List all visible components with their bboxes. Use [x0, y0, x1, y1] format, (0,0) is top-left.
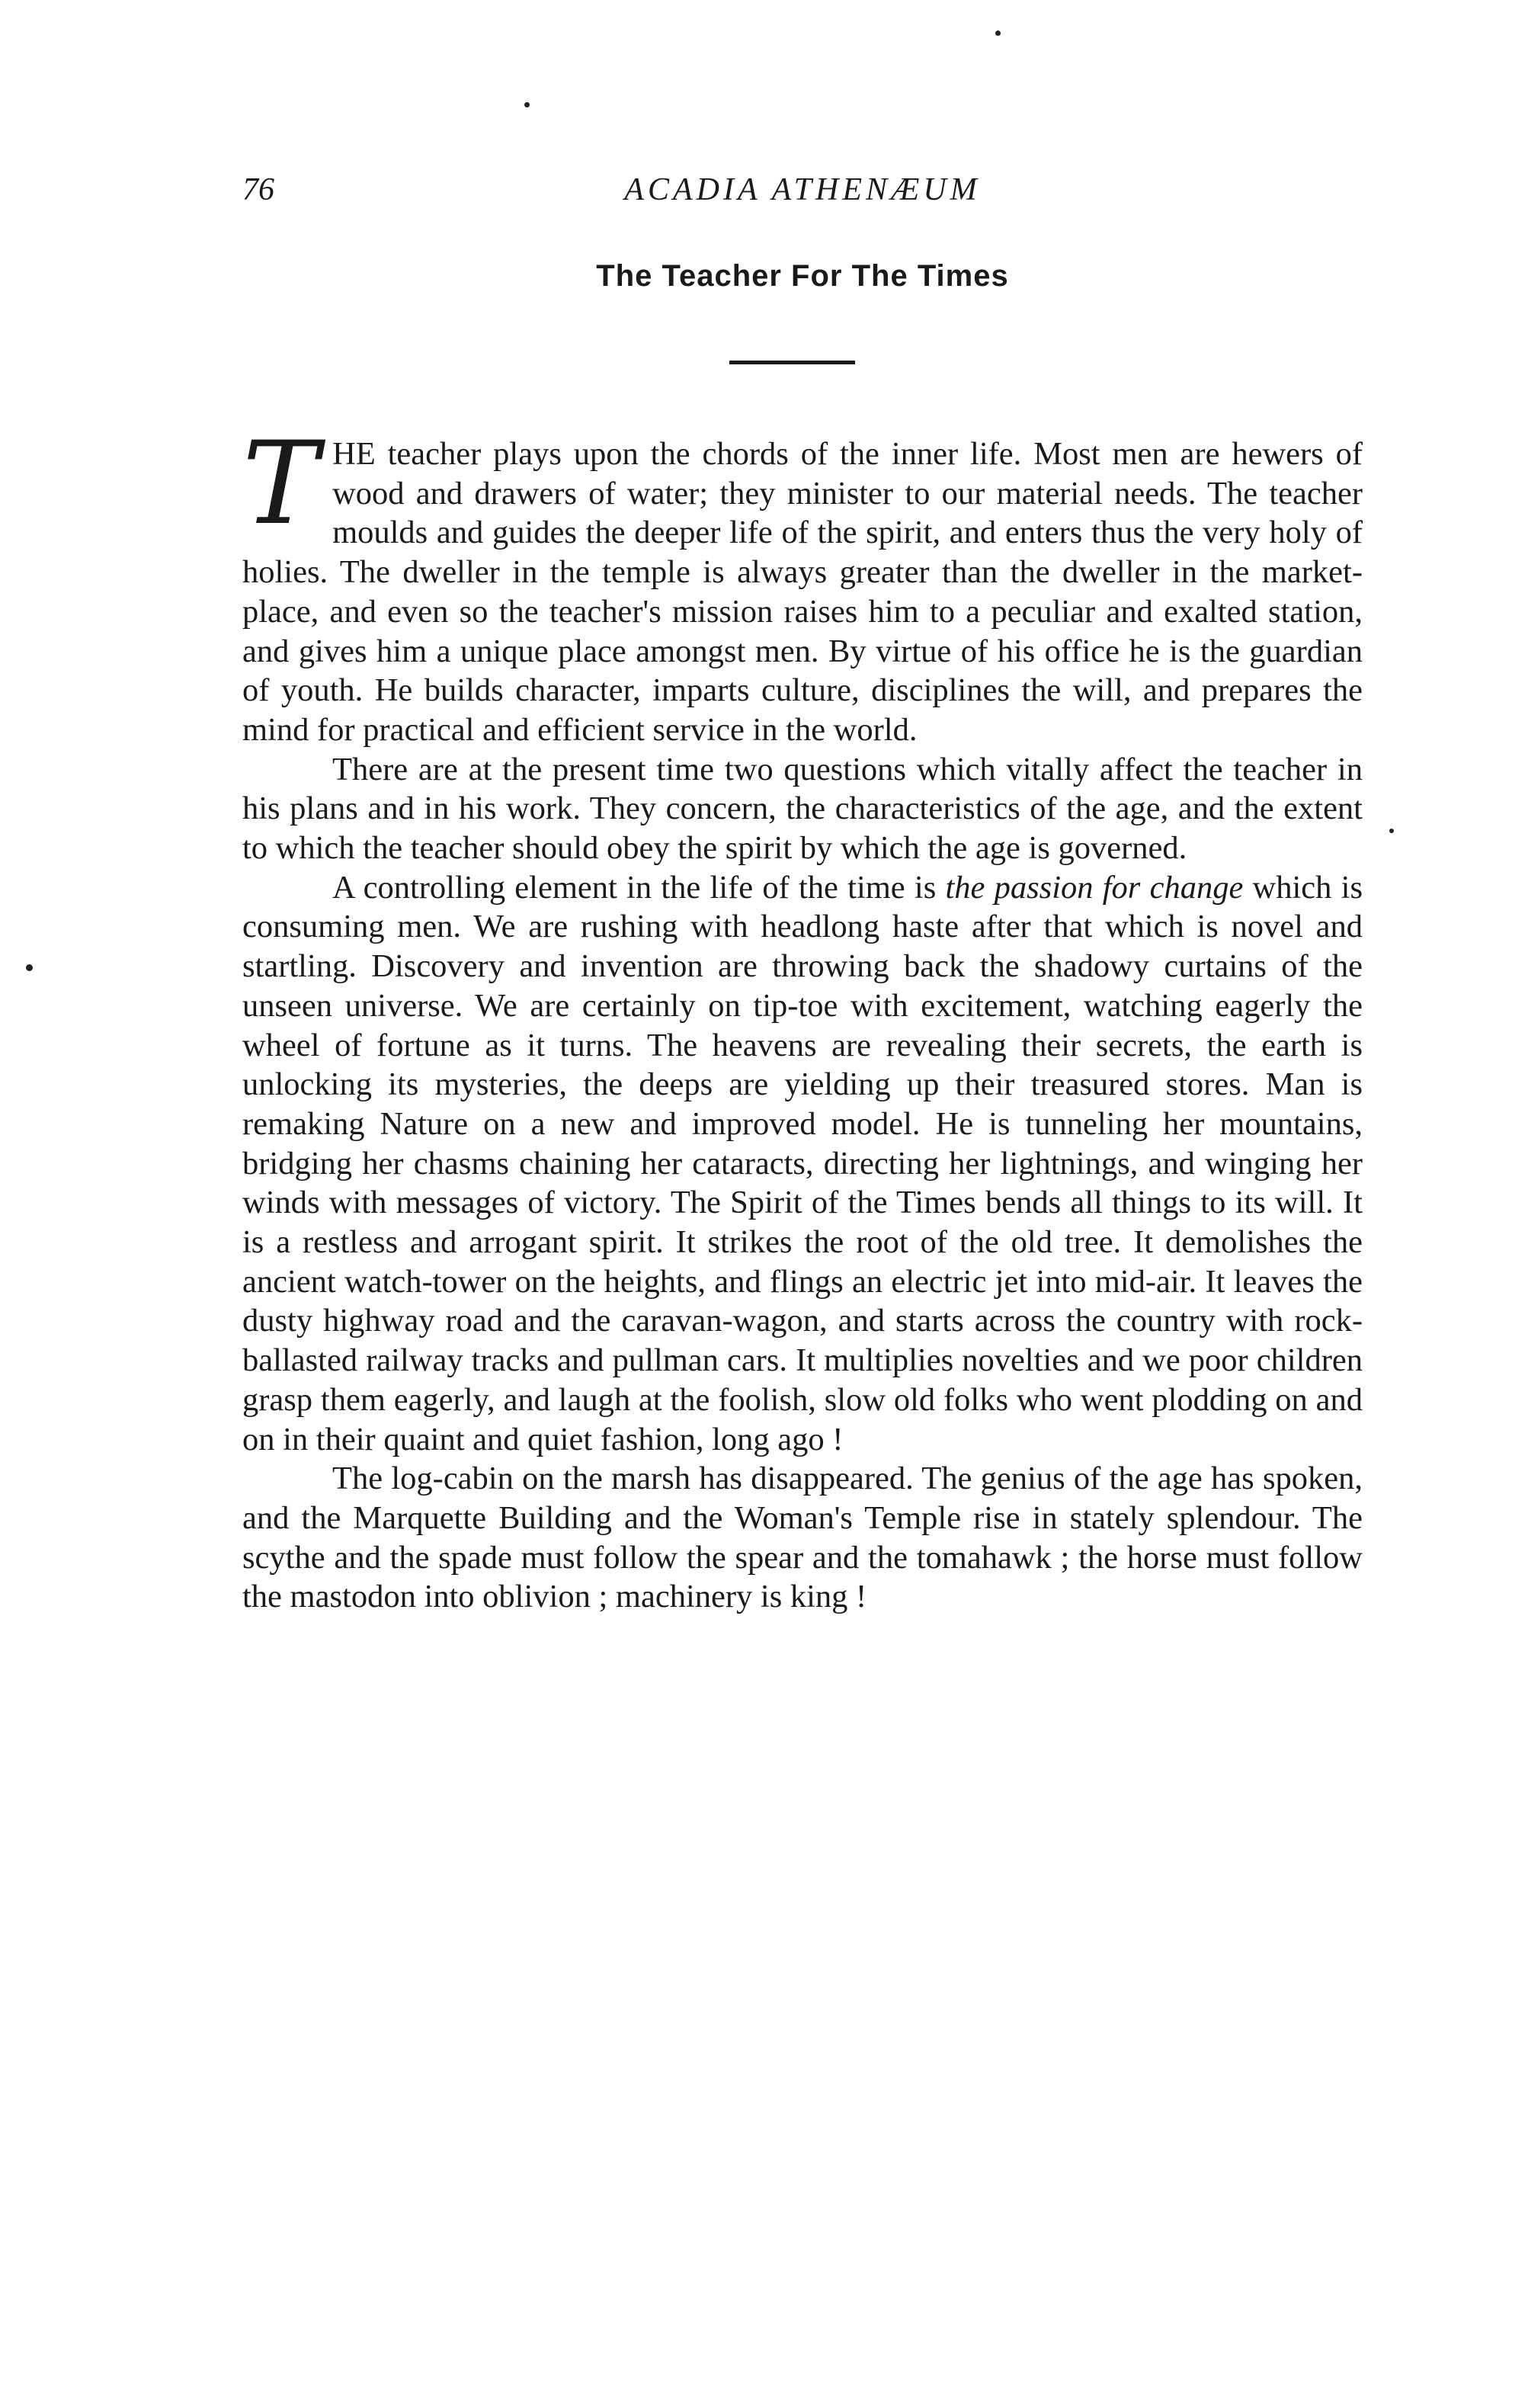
print-speck — [26, 964, 33, 971]
page-number: 76 — [242, 172, 274, 207]
drop-cap: T — [242, 418, 319, 550]
paragraph-3-emphasis: the passion for change — [945, 869, 1244, 906]
print-speck — [524, 102, 530, 107]
paragraph-1 — [242, 418, 1363, 750]
paragraph-1-text: HE teacher plays upon the chords of the inner life. Most men are hewers of wood and drawers of water; they minister to our material needs. The teacher moulds and guides the deeper life of the spirit, and enters thus the very holy of holies. The dweller in the temple is always greater than the dweller in the market-place, and even so the teacher's mission raises him to a peculiar and exalted station, and gives him a unique place amongst men. By virtue of his office he is the guardian of youth. He builds character, imparts culture, disciplines the will, and prepares the mind for practical and efficient service in the world. — [242, 436, 1363, 748]
print-speck — [1389, 829, 1394, 833]
page-header — [242, 172, 1363, 225]
article-title: The Teacher For The Times — [596, 259, 1009, 293]
paragraph-2: There are at the present time two questions which vitally affect the teacher in his plans and in his work. They concern, the characteristics of the age, and the extent to which the teacher should obey the spirit by which the age is governed. — [242, 751, 1363, 867]
running-title: ACADIA ATHENÆUM — [624, 172, 981, 207]
article-body — [242, 418, 1363, 1617]
paragraph-4: The log-cabin on the marsh has disappeared. The genius of the age has spoken, and the Marquette Building and the Woman's Temple rise in stately splendour. The scythe and the spade must follow the spear and the tomahawk ; the horse must follow the mastodon into oblivion ; machinery is king ! — [242, 1461, 1363, 1615]
paragraph-3 — [242, 868, 1363, 1460]
title-divider — [729, 361, 855, 364]
paragraph-3-lead: A controlling element in the life of the time is — [332, 869, 946, 906]
paragraph-3-rest: which is consuming men. We are rushing with headlong haste after that which is novel and startling. Discovery and invention are throwing back the shadowy curtains of the unseen universe. We are certainly on tip-toe with excitement, watching eagerly the wheel of fortune as it turns. The heavens are revealing their secrets, the earth is unlocking its mysteries, the deeps are yielding up their treasured stores. Man is remaking Nature on a new and improved model. He is tunneling her mountains, bridging her chasms chaining her cataracts, directing her lightnings, and winging her winds with messages of victory. The Spirit of the Times bends all things to its will. It is a restless and arrogant spirit. It strikes the root of the old tree. It demolishes the ancient watch-tower on the heights, and flings an electric jet into mid-air. It leaves the dusty highway road and the caravan-wagon, and starts across the country with rock-ballasted railway tracks and pullman cars. It multiplies novelties and we poor children grasp them eagerly, and laugh at the foolish, slow old folks who went plodding on and on in their quaint and quiet fashion, long ago ! — [242, 869, 1363, 1457]
print-speck — [995, 30, 1001, 36]
